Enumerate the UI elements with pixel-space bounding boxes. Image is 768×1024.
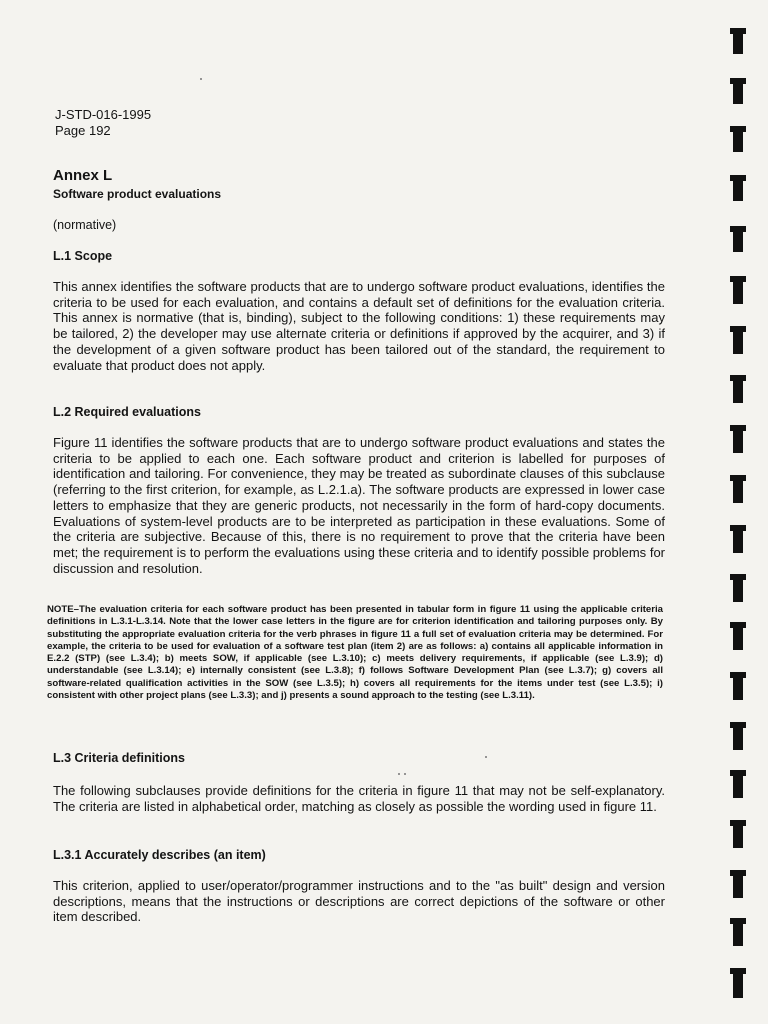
page-header <box>55 107 151 139</box>
binding-mark <box>733 820 743 848</box>
annex-subtitle: Software product evaluations <box>53 187 222 201</box>
binding-mark <box>733 276 743 304</box>
section-heading-l2: L.2 Required evaluations <box>53 405 201 419</box>
binding-mark <box>733 326 743 354</box>
section-text-l1: This annex identifies the software products that are to undergo software product evaluations, identifies the criteria to be used for each evaluation, and contains a default set of definitions for the evaluation criteria. This annex is normative (that is, binding), subject to the following conditions: 1) these requirements may be tailored, 2) the developer may use alternate criteria or definitions if approved by the acquirer, and 3) if the development of a given software product has been tailored out of the standard, the requirement to evaluate that product does not apply. <box>53 279 665 373</box>
scan-speck <box>398 773 400 775</box>
normative-label: (normative) <box>53 218 117 232</box>
binding-mark <box>733 28 743 54</box>
binding-mark <box>733 574 743 602</box>
evaluation-note: NOTE–The evaluation criteria for each software product has been presented in tabular form in figure 11 using the applicable criteria definitions in L.3.1-L.3.14. Note that the lower case letters in the figure are for criterion identification and tailoring purposes only. By substituting the appropriate evaluation criteria for the verb phrases in figure 11 a full set of evaluation criteria may be determined. For example, the criteria to be used for evaluation of a software test plan (item 2) are as follows: a) contains all applicable information in E.2.2 (STP) (see L.3.4); b) meets SOW, if applicable (see L.3.10); c) meets delivery requirements, if applicable (see L.3.9); d) understandable (see L.3.14); e) internally consistent (see L.3.8); f) follows Software Development Plan (see L.3.7); g) covers all software-related qualification activities in the SOW (see L.3.5); h) covers all requirements for the items under test (see L.3.5); i) consistent with other project plans (see L.3.3); and j) presents a sound approach to the testing (see L.3.11). <box>47 604 663 702</box>
binding-mark <box>733 770 743 798</box>
binding-mark <box>733 126 743 152</box>
binding-mark <box>733 918 743 946</box>
binding-mark <box>733 475 743 503</box>
section-heading-l3-1: L.3.1 Accurately describes (an item) <box>53 848 266 862</box>
binding-mark <box>733 425 743 453</box>
section-text-l3: The following subclauses provide definitions for the criteria in figure 11 that may not be self-explanatory. The criteria are listed in alphabetical order, matching as closely as possible the wording used in figure 11. <box>53 783 665 814</box>
annex-title: Annex L <box>53 167 113 184</box>
binding-mark <box>733 968 743 998</box>
binding-mark <box>733 672 743 700</box>
binding-mark <box>733 622 743 650</box>
binding-mark <box>733 375 743 403</box>
binding-mark <box>733 226 743 252</box>
section-text-l3-1: This criterion, applied to user/operator/programmer instructions and to the "as built" design and version descriptions, means that the instructions or descriptions are correct depictions of the software or other item described. <box>53 878 665 925</box>
binding-mark <box>733 78 743 104</box>
binding-mark <box>733 870 743 898</box>
scan-speck <box>404 773 406 775</box>
binding-mark <box>733 525 743 553</box>
binding-mark <box>733 175 743 201</box>
section-text-l2: Figure 11 identifies the software products that are to undergo software product evaluations and states the criteria to be applied to each one. Each software product and criterion is labelled for purposes of identification and tailoring. For convenience, they may be treated as subordinate clauses of this subclause (referring to the first criterion, for example, as L.2.1.a). The software products are expressed in lower case letters to emphasize that they are generic products, not necessarily in the form of hard-copy documents. Evaluations of system-level products are to be interpreted as participation in these evaluations. Some of the criteria are subjective. Because of this, there is no requirement to prove that the criteria have been met; the requirement is to perform the evaluations using these criteria and to identify possible problems for discussion and resolution. <box>53 435 665 576</box>
section-heading-l1: L.1 Scope <box>53 249 113 263</box>
section-heading-l3: L.3 Criteria definitions <box>53 751 185 765</box>
scan-speck <box>485 756 487 758</box>
document-id: J-STD-016-1995 <box>55 107 152 122</box>
scan-speck <box>200 78 202 80</box>
binding-mark <box>733 722 743 750</box>
page-number: Page 192 <box>55 123 111 138</box>
